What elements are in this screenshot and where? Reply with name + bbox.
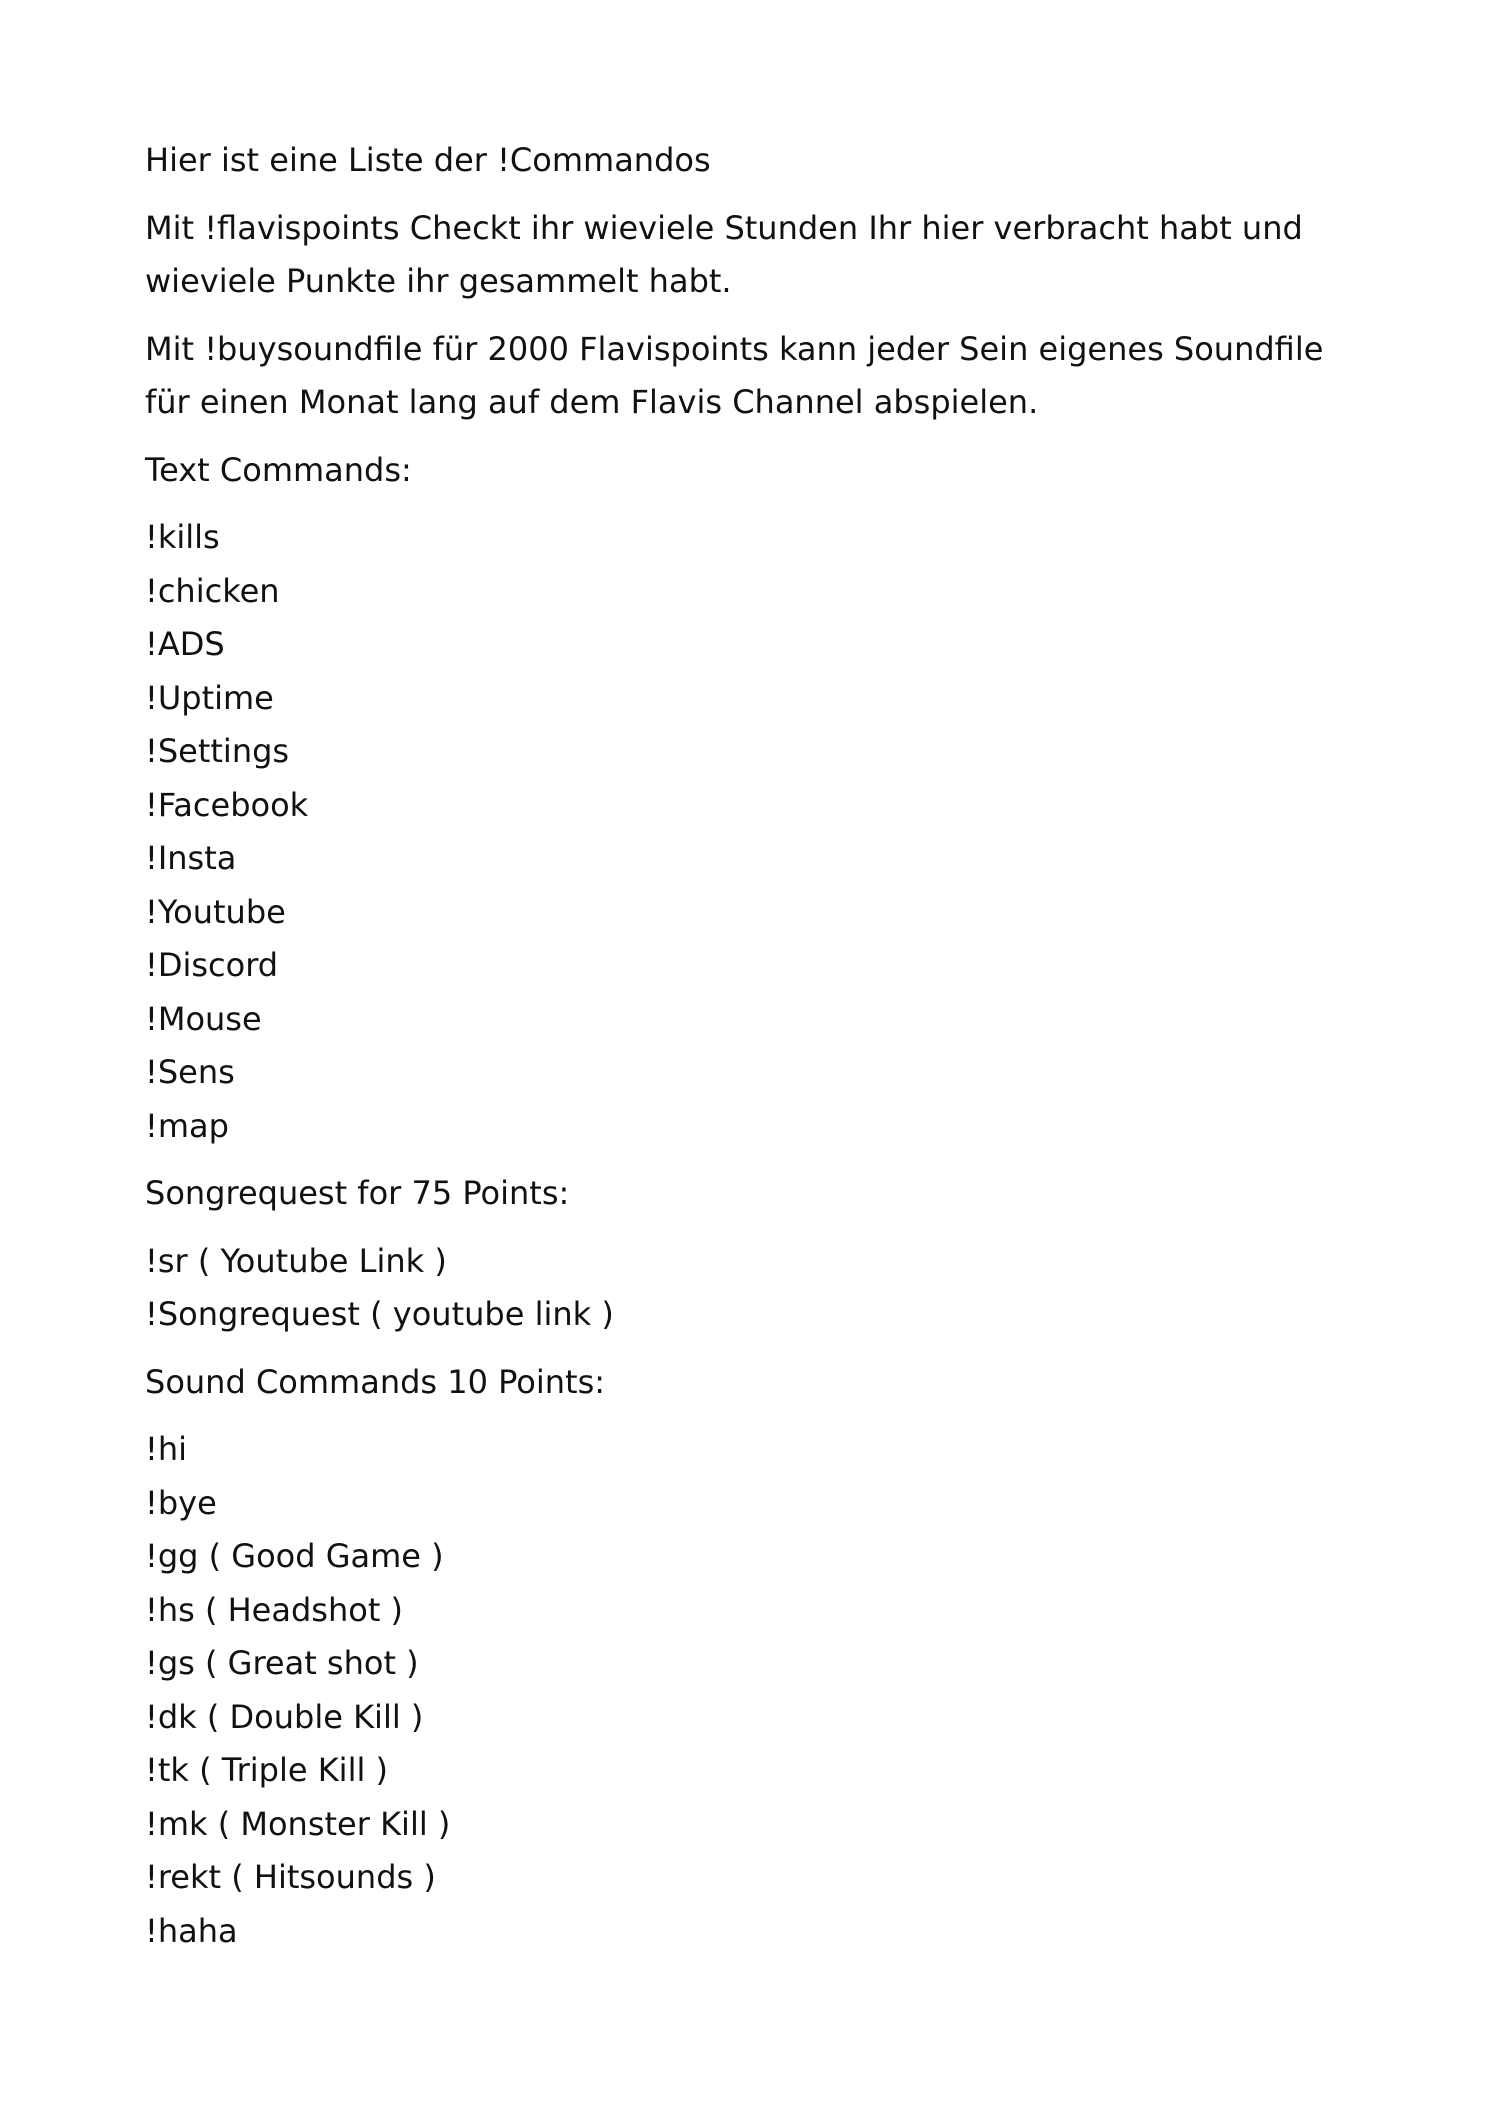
list-item: !sr ( Youtube Link ) — [145, 1241, 447, 1280]
sound-commands-list — [145, 1423, 1355, 1958]
list-item: !chicken — [145, 571, 280, 610]
list-item: !haha — [145, 1911, 238, 1950]
list-item: !Sens — [145, 1053, 235, 1091]
list-item: !map — [145, 1106, 229, 1145]
list-item: !Facebook — [145, 785, 309, 824]
list-item: !kills — [145, 518, 220, 556]
text-commands-heading: Text Commands: — [145, 450, 412, 489]
list-item: !Uptime — [145, 678, 274, 717]
intro-paragraph: Hier ist eine Liste der !Commandos — [145, 141, 711, 179]
list-item: !Youtube — [145, 892, 286, 931]
flavispoints-paragraph: Mit !flavispoints Checkt ihr wieviele Stunden Ihr hier verbracht habt und wieviele Punkte ihr gesammelt habt. — [145, 208, 1303, 300]
songrequest-list — [145, 1235, 1355, 1342]
list-item: !hs ( Headshot ) — [145, 1590, 404, 1629]
list-item: !tk ( Triple Kill ) — [145, 1751, 388, 1789]
list-item: !gs ( Great shot ) — [145, 1644, 419, 1682]
list-item: !Discord — [145, 946, 279, 984]
list-item: !rekt ( Hitsounds ) — [145, 1858, 436, 1896]
sound-commands-heading: Sound Commands 10 Points: — [145, 1362, 606, 1401]
list-item: !bye — [145, 1483, 217, 1522]
buysoundfile-paragraph: Mit !buysoundfile für 2000 Flavispoints kann jeder Sein eigenes Soundfile für einen Monat lang auf dem Flavis Channel abspielen. — [145, 329, 1324, 421]
list-item: !hi — [145, 1430, 187, 1468]
text-commands-list — [145, 511, 1355, 1153]
list-item: !dk ( Double Kill ) — [145, 1697, 424, 1736]
list-item: !Mouse — [145, 999, 262, 1038]
songrequest-heading: Songrequest for 75 Points: — [145, 1174, 570, 1212]
document-content — [145, 134, 1355, 1972]
list-item: !Settings — [145, 732, 290, 770]
list-item: !Songrequest ( youtube link ) — [145, 1295, 614, 1333]
list-item: !gg ( Good Game ) — [145, 1537, 444, 1575]
list-item: !Insta — [145, 839, 237, 877]
list-item: !ADS — [145, 625, 225, 663]
list-item: !mk ( Monster Kill ) — [145, 1804, 451, 1843]
